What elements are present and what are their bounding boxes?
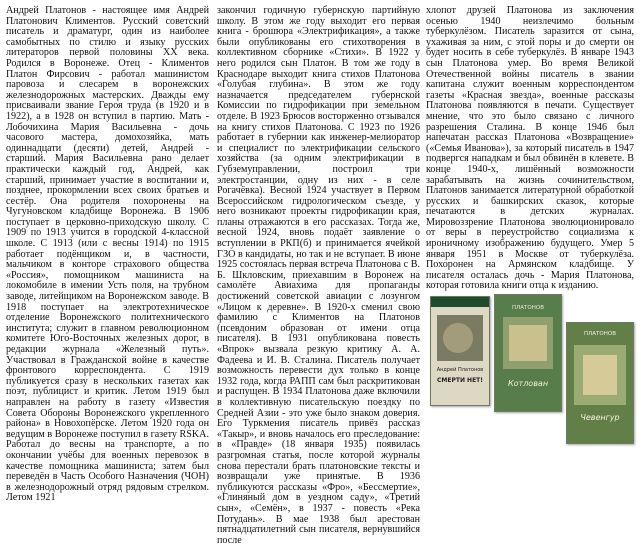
book-1-title: СМЕРТИ НЕТ! xyxy=(436,377,484,384)
text-column-2 xyxy=(217,5,420,546)
column-1-text: Андрей Платонов - настоящее имя Андрей Платонович Климентов. Русский советский писатель и драматург, один из наиболее самобытных по стилю и языку русских литераторов первой половины XX века. Родился в Воронеже. Отец - Климентов Платон Фирсович - работал машинистом паровоза и слесарем в воронежских железнодорожных мастерских. Дважды ему присваивали звание Героя труда (в 1920 и в 1922), а в 1928 он вступил в партию. Мать - Лобочихина Мария Васильевна - дочь часового мастера, домохозяйка, мать одиннадцати (десяти) детей, Андрей - старший. Мария Васильевна рано делает практически каждый год, Андрей, как старший, принимает участие в воспитании и, позднее, прокормлении всех своих братьев и сестёр. Она родителя похоронены на Чугуновском кладбище Воронежа. В 1906 поступает в церковно-приходскую школу. С 1909 по 1913 учится в городской 4-классной школе. С 1913 (или с весны 1914) по 1915 работает подёнщиком и, в частности, мальчиком в конторе страхового общества «Россия», помощником машиниста на локомобиле в имении Усть поля, на трубном заводе, литейщиком на Воронежском заводе. В 1918 поступает на электротехническое отделение Воронежского политехнического института; служит в главном революционном комитете Юго-Восточных железных дорог, в редакции журнала «Железный путь». Участвовал в Гражданской войне в качестве фронтового корреспондента. С 1919 публикуется сразу в нескольких газетах как поэт, публицист и критик. Летом 1919 был направлен на работу в газету «Известия Совета Обороны Воронежского укрепленного района» в Новохопёрске. Летом 1920 года он ведущим в Воронеже поступил в газету RSKA. Работал до весны на транспорте, а по окончании учёбы для военных перевозок в качестве помощника машиниста; затем был переведён в Часть Особого Назначения (ЧОН) в железнодорожный отряд рядовым стрелком. Летом 1921 xyxy=(6,5,209,504)
book-2-author: ПЛАТОНОВ xyxy=(512,305,544,311)
book-cover-chevengur xyxy=(566,322,634,444)
cover-illustration-detail xyxy=(583,355,617,395)
book-2-title: Котлован xyxy=(507,379,549,388)
cover-illustration-detail xyxy=(509,325,547,361)
book-3-author: ПЛАТОНОВ xyxy=(584,331,616,337)
cover-illustration-detail xyxy=(443,323,473,353)
text-column-3 xyxy=(426,5,634,292)
book-1-author: Андрей Платонов xyxy=(436,367,484,373)
book-cover-smerti-net xyxy=(430,296,490,406)
book-3-title: Чевенгур xyxy=(580,413,620,422)
column-2-text: закончил годичную губернскую партийную школу. В этом же году выходит его первая книга - брошюра «Электрификация», а также были опубликованы его стихотворения в коллективном сборнике «Стихи». В 1922 у него родился сын Платон. В том же году в Краснодаре выходит книга стихов Платонова «Голубая глубина». В этом же году назначается председателем губернской Комиссии по гидрофикации при земельном отделе. В 1923 Брюсов восторженно отзывался на книгу стихов Платонова. С 1923 по 1926 работает в губернии как инженер-мелиоратор и специалист по электрификации сельского хозяйства (за одним электрификации в Губземуправлении, построил три электростанции, одну из них - в селе Рогачёвка). Весной 1924 участвует в Первом Всероссийском гидрологическом съезде, у него возникают проекты гидрофикации края, планы отражаются в его рассказах. Тогда же, весной 1924, вновь подаёт заявление о вступлении в РКП(б) и принимается ячейкой ГЗО в кандидаты, но так и не вступает. В июне 1925 состоялась первая встреча Платонова с В. Б. Шкловским, приехавшим в Воронеж на самолёте Авиахима для пропаганды достижений советской авиации с лозунгом «Лицом к деревне». В 1920-х сменил свою фамилию с Климентов на Платонов (псевдоним образован от имени отца писателя). В 1931 опубликована повесть «Впрок» вызвала резкую критику А. А. Фадеева и И. В. Сталина. Писатель получает возможность перевести дух только в конце 1932 года, когда РАПП сам был раскритикован и распущен. В 1934 Платонова даже включили в коллективную писательскую поездку по Средней Азии - это уже было знаком доверия. Его Туркмения писатель привёз рассказ «Такыр», и вновь началось его преследование: в «Правде» (18 января 1935) появилась разгромная статья, после которой журналы снова перестали брать платоновские тексты и возвращали уже принятые. В 1936 публикуются рассказы «Фро», «Бессмертие», «Глиняный дом в уездном саду», «Третий сын», «Семён», в 1937 - повесть «Река Потудань». В мае 1938 был арестован пятнадцатилетний сын писателя, вернувшийся после xyxy=(217,5,420,546)
cover-band xyxy=(431,297,489,307)
text-column-1 xyxy=(6,5,209,504)
book-cover-kotlovan xyxy=(494,294,562,412)
column-3-text: хлопот друзей Платонова из заключения осенью 1940 неизлечимо больным туберкулёзом. Писатель заразится от сына, ухаживая за ним, с этой поры и до смерти он будет носить в себе туберкулёз. В январе 1943 сын Платонова умер. Во время Великой Отечественной войны писатель в звании капитана служит военным корреспондентом газеты «Красная звезда», военные рассказы Платонова появляются в печати. Существует мнение, что это было связано с личного разрешения Сталина. В конце 1946 был напечатан рассказ Платонова «Возвращение» («Семья Иванова»), за который писатель в 1947 подвергся нападкам и был обвинён в клевете. В конце 1940-х, лишённый возможности зарабатывать на жизнь сочинительством, Платонов занимается литературной обработкой русских и башкирских сказок, которые печатаются в детских журналах. Мировоззрение Платонова эволюционировало от веры в переустройство социализма к ироничному изображению будущего. Умер 5 января 1951 в Москве от туберкулёза. Похоронен на Армянском кладбище. У писателя осталась дочь - Мария Платонова, которая готовила книги отца к изданию. xyxy=(426,5,634,292)
